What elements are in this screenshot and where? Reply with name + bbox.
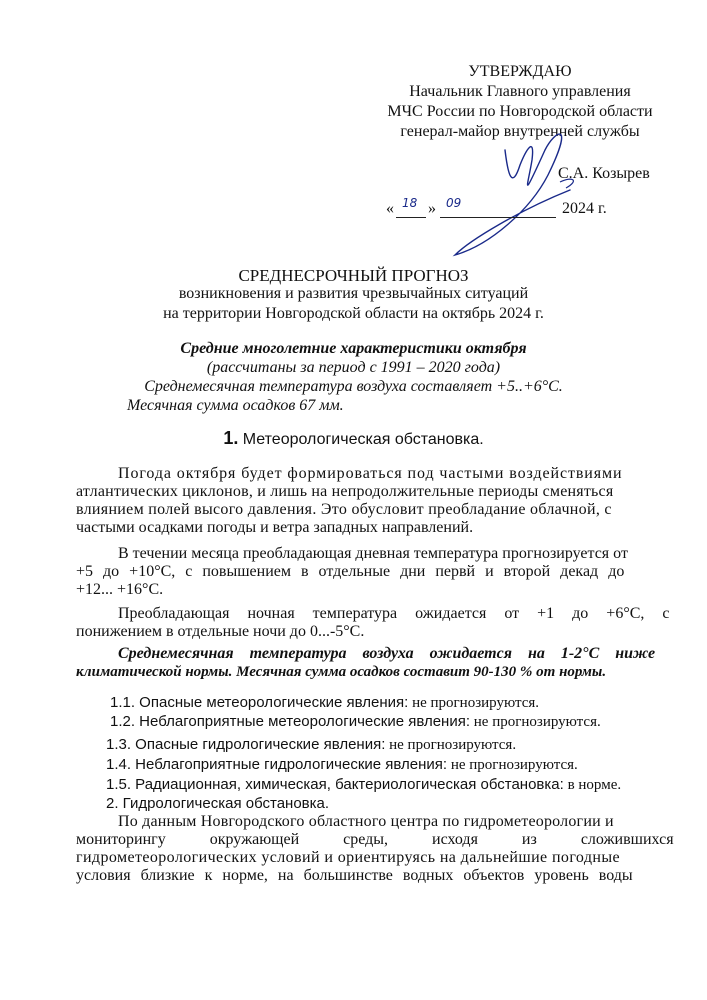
paragraph-night-temperature	[76, 605, 670, 641]
approval-line-3: генерал-майор внутренней службы	[400, 123, 640, 140]
date-month-handwritten: 09	[446, 196, 462, 210]
section-2-heading	[106, 795, 329, 813]
date-month-underline	[440, 217, 556, 218]
item-1-5	[106, 776, 621, 794]
item-value: не прогнозируются.	[447, 757, 578, 773]
paragraph-weather	[76, 465, 658, 537]
paragraph-line: мониторингу окружающей среды, исходя из сложившихся	[76, 831, 674, 848]
item-1-4	[106, 756, 578, 774]
item-value: в норме.	[563, 777, 622, 793]
paragraph-line: Преобладающая ночная температура ожидается от +1 до +6°С, с	[118, 605, 670, 622]
climate-precipitation: Месячная сумма осадков 67 мм.	[127, 397, 344, 414]
item-1-2	[110, 713, 601, 731]
document-title: СРЕДНЕСРОЧНЫЙ ПРОГНОЗ	[238, 266, 469, 285]
section-2-title: 2. Гидрологическая обстановка.	[106, 795, 330, 812]
document-subtitle-line-2: на территории Новгородской области на октябрь 2024 г.	[163, 305, 544, 322]
date-day-underline	[396, 217, 426, 218]
paragraph-day-temperature	[76, 545, 658, 599]
item-label: 1.5. Радиационная, химическая, бактериологическая обстановка:	[106, 776, 564, 793]
paragraph-line: понижением в отдельные ночи до 0...-5°С.	[76, 623, 365, 640]
item-label: 1.4. Неблагоприятные гидрологические явления:	[106, 756, 448, 773]
paragraph-line: Среднемесячная температура воздуха ожидается на 1-2°С ниже	[118, 645, 656, 662]
paragraph-line: В течении месяца преобладающая дневная температура прогнозируется от	[118, 545, 628, 562]
climate-period: (рассчитаны за период с 1991 – 2020 года)	[206, 359, 501, 376]
paragraph-hydrology	[76, 813, 674, 885]
date-close-quote: »	[428, 200, 436, 217]
date-year: 2024 г.	[562, 200, 607, 217]
paragraph-norm-summary	[76, 645, 658, 681]
paragraph-line: частыми осадками погоды и ветра западных направлений.	[76, 519, 474, 536]
paragraph-line: +5 до +10°С, с повышением в отдельные дни первй и второй декад до	[76, 563, 625, 580]
paragraph-line: +12... +16°С.	[76, 581, 164, 598]
approval-line-1: Начальник Главного управления	[409, 83, 631, 100]
section-1-heading	[0, 428, 707, 449]
item-1-3	[106, 736, 516, 754]
paragraph-line: влиянием полей высого давления. Это обусловит преобладание облачной, с	[76, 501, 612, 518]
paragraph-line: гидрометеорологических условий и ориентируясь на дальнейшие погодные	[76, 849, 620, 866]
paragraph-line: Погода октября будет формироваться под частыми воздействиями	[118, 465, 623, 482]
item-1-1	[110, 694, 539, 712]
approval-heading: УТВЕРЖДАЮ	[468, 63, 572, 80]
paragraph-line: климатической нормы. Месячная сумма осадков составит 90-130 % от нормы.	[76, 664, 607, 680]
section-1-title: Метеорологическая обстановка.	[242, 431, 484, 448]
date-day-handwritten: 18	[402, 196, 418, 210]
item-label: 1.2. Неблагоприятные метеорологические явления:	[110, 713, 471, 730]
document-subtitle-line-1: возникновения и развития чрезвычайных ситуаций	[178, 285, 529, 302]
climate-heading: Средние многолетние характеристики октября	[180, 340, 527, 357]
approval-line-2: МЧС России по Новгородской области	[387, 103, 653, 120]
paragraph-line: условия близкие к норме, на большинстве водных объектов уровень воды	[76, 867, 633, 884]
signer-name: С.А. Козырев	[558, 165, 650, 182]
section-1-number: 1.	[223, 428, 239, 448]
date-open-quote: «	[386, 200, 394, 217]
item-value: не прогнозируются.	[385, 737, 517, 753]
item-value: не прогнозируются.	[408, 695, 540, 711]
climate-temperature: Среднемесячная температура воздуха составляет +5..+6°С.	[144, 378, 563, 395]
item-label: 1.3. Опасные гидрологические явления:	[106, 736, 386, 753]
item-label: 1.1. Опасные метеорологические явления:	[110, 694, 409, 711]
paragraph-line: атлантических циклонов, и лишь на непродолжительные периоды сменяться	[76, 483, 614, 500]
paragraph-line: По данным Новгородского областного центра по гидрометеорологии и	[118, 813, 614, 830]
item-value: не прогнозируются.	[470, 714, 601, 730]
